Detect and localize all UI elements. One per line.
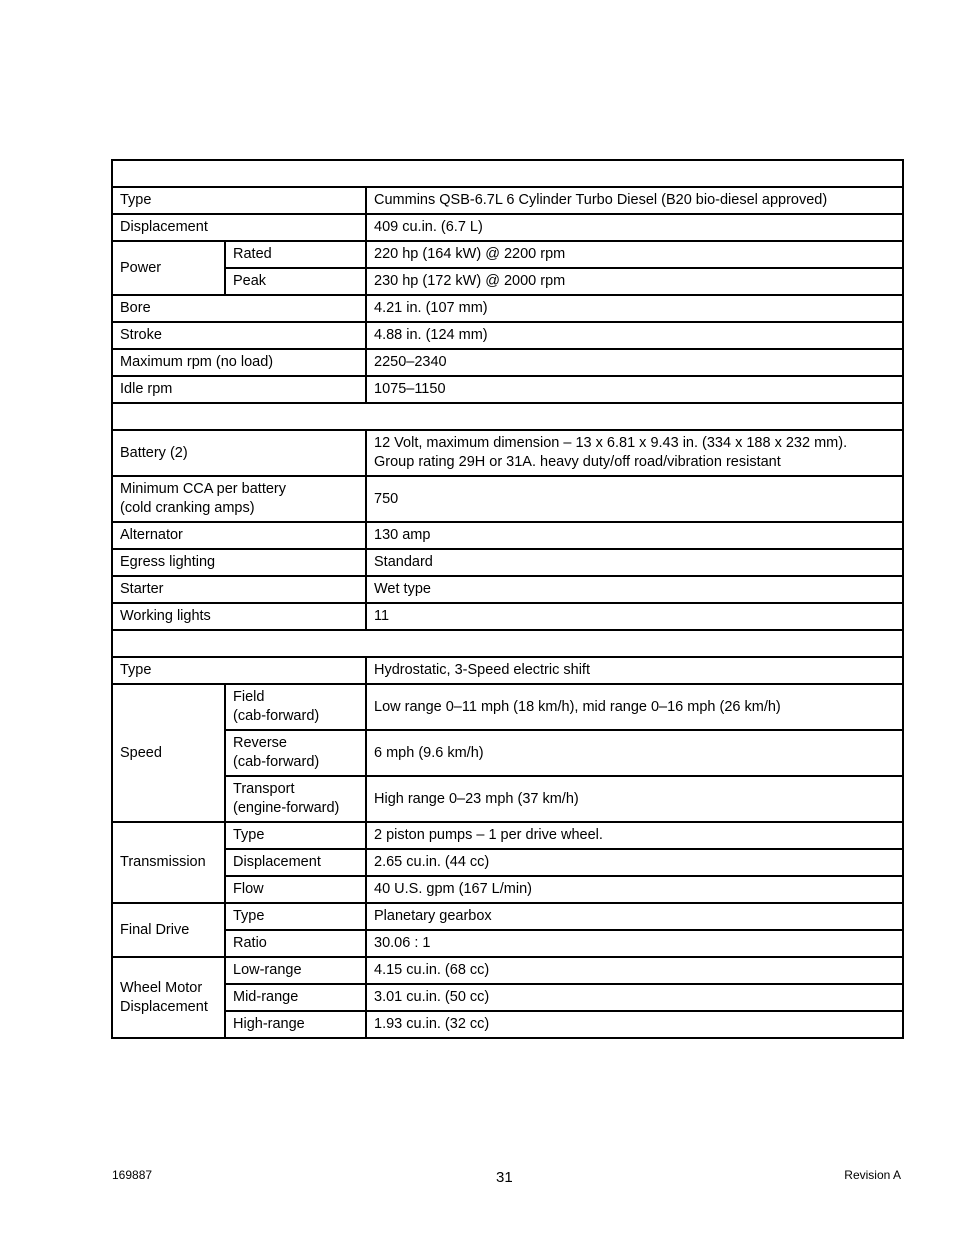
table-row [112,730,903,776]
table-row [112,214,903,241]
table-row [112,957,903,984]
speed-field-value: Low range 0–11 mph (18 km/h), mid range 0–16 mph (26 km/h) [366,684,903,730]
table-row [112,241,903,268]
wheel-motor-label-line2: Displacement [120,998,208,1015]
document-number: 169887 [112,1168,153,1182]
section-header-engine [112,160,903,187]
wheel-motor-mid-value: 3.01 cu.in. (50 cc) [366,984,903,1011]
bore-value: 4.21 in. (107 mm) [366,295,903,322]
power-rated-label: Rated [225,241,366,268]
transmission-label: Transmission [112,822,225,903]
bore-label: Bore [112,295,366,322]
wheel-motor-high-value: 1.93 cu.in. (32 cc) [366,1011,903,1038]
battery-value-line1: 12 Volt, maximum dimension – 13 x 6.81 x 9.43 in. (334 x 188 x 232 mm). [374,435,848,451]
transmission-type-value: 2 piston pumps – 1 per drive wheel. [366,822,903,849]
cca-label [112,476,366,522]
speed-label: Speed [112,684,225,822]
table-row [112,1011,903,1038]
table-row [112,903,903,930]
engine-type-label: Type [112,187,366,214]
table-row [112,603,903,630]
starter-label: Starter [112,576,366,603]
speed-transport-value: High range 0–23 mph (37 km/h) [366,776,903,822]
stroke-value: 4.88 in. (124 mm) [366,322,903,349]
transmission-flow-label: Flow [225,876,366,903]
wheel-motor-high-label: High-range [225,1011,366,1038]
transmission-displacement-label: Displacement [225,849,366,876]
table-row [112,549,903,576]
engine-type-value: Cummins QSB-6.7L 6 Cylinder Turbo Diesel (B20 bio-diesel approved) [366,187,903,214]
speed-transport-label-line1: Transport [233,781,295,797]
alternator-label: Alternator [112,522,366,549]
table-row [112,684,903,730]
idle-rpm-value: 1075–1150 [366,376,903,403]
table-row [112,349,903,376]
speed-reverse-label-line1: Reverse [233,735,287,751]
max-rpm-label: Maximum rpm (no load) [112,349,366,376]
table-row [112,295,903,322]
table-row [112,430,903,476]
starter-value: Wet type [366,576,903,603]
table-row [112,376,903,403]
revision-label: Revision A [844,1168,901,1182]
wheel-motor-low-value: 4.15 cu.in. (68 cc) [366,957,903,984]
cca-label-line2: (cold cranking amps) [120,500,255,516]
battery-label: Battery (2) [112,430,366,476]
section-header-drive [112,630,903,657]
speed-reverse-label-line2: (cab-forward) [233,754,320,770]
table-row [112,476,903,522]
table-row [112,268,903,295]
cca-value: 750 [366,476,903,522]
speed-reverse-value: 6 mph (9.6 km/h) [366,730,903,776]
table-row [112,187,903,214]
egress-lighting-label: Egress lighting [112,549,366,576]
stroke-label: Stroke [112,322,366,349]
table-row [112,930,903,957]
displacement-label: Displacement [112,214,366,241]
table-row [112,822,903,849]
table-row [112,876,903,903]
speed-field-label-line1: Field [233,689,265,705]
max-rpm-value: 2250–2340 [366,349,903,376]
final-drive-label: Final Drive [112,903,225,957]
egress-lighting-value: Standard [366,549,903,576]
table-row [112,776,903,822]
idle-rpm-label: Idle rpm [112,376,366,403]
speed-field-label-line2: (cab-forward) [233,708,320,724]
speed-transport-label [225,776,366,822]
table-row [112,849,903,876]
drive-type-label: Type [112,657,366,684]
speed-field-label [225,684,366,730]
table-row [112,522,903,549]
speed-transport-label-line2: (engine-forward) [233,800,340,816]
page-number: 31 [496,1169,513,1186]
drive-type-value: Hydrostatic, 3-Speed electric shift [366,657,903,684]
power-peak-label: Peak [225,268,366,295]
displacement-value: 409 cu.in. (6.7 L) [366,214,903,241]
table-row [112,657,903,684]
cca-label-line1: Minimum CCA per battery [120,481,286,497]
battery-value-line2: Group rating 29H or 31A. heavy duty/off road/vibration resistant [374,454,781,470]
transmission-displacement-value: 2.65 cu.in. (44 cc) [366,849,903,876]
speed-reverse-label [225,730,366,776]
final-drive-type-label: Type [225,903,366,930]
alternator-value: 130 amp [366,522,903,549]
transmission-type-label: Type [225,822,366,849]
wheel-motor-label [112,957,225,1038]
power-label: Power [112,241,225,295]
battery-value [366,430,903,476]
working-lights-value: 11 [366,603,903,630]
power-rated-value: 220 hp (164 kW) @ 2200 rpm [366,241,903,268]
table-row [112,322,903,349]
power-peak-value: 230 hp (172 kW) @ 2000 rpm [366,268,903,295]
section-header-electrical [112,403,903,430]
wheel-motor-mid-label: Mid-range [225,984,366,1011]
transmission-flow-value: 40 U.S. gpm (167 L/min) [366,876,903,903]
table-row [112,576,903,603]
specifications-table [111,159,904,1039]
wheel-motor-low-label: Low-range [225,957,366,984]
final-drive-ratio-value: 30.06 : 1 [366,930,903,957]
wheel-motor-label-line1: Wheel Motor [120,979,203,996]
final-drive-ratio-label: Ratio [225,930,366,957]
working-lights-label: Working lights [112,603,366,630]
final-drive-type-value: Planetary gearbox [366,903,903,930]
table-row [112,984,903,1011]
